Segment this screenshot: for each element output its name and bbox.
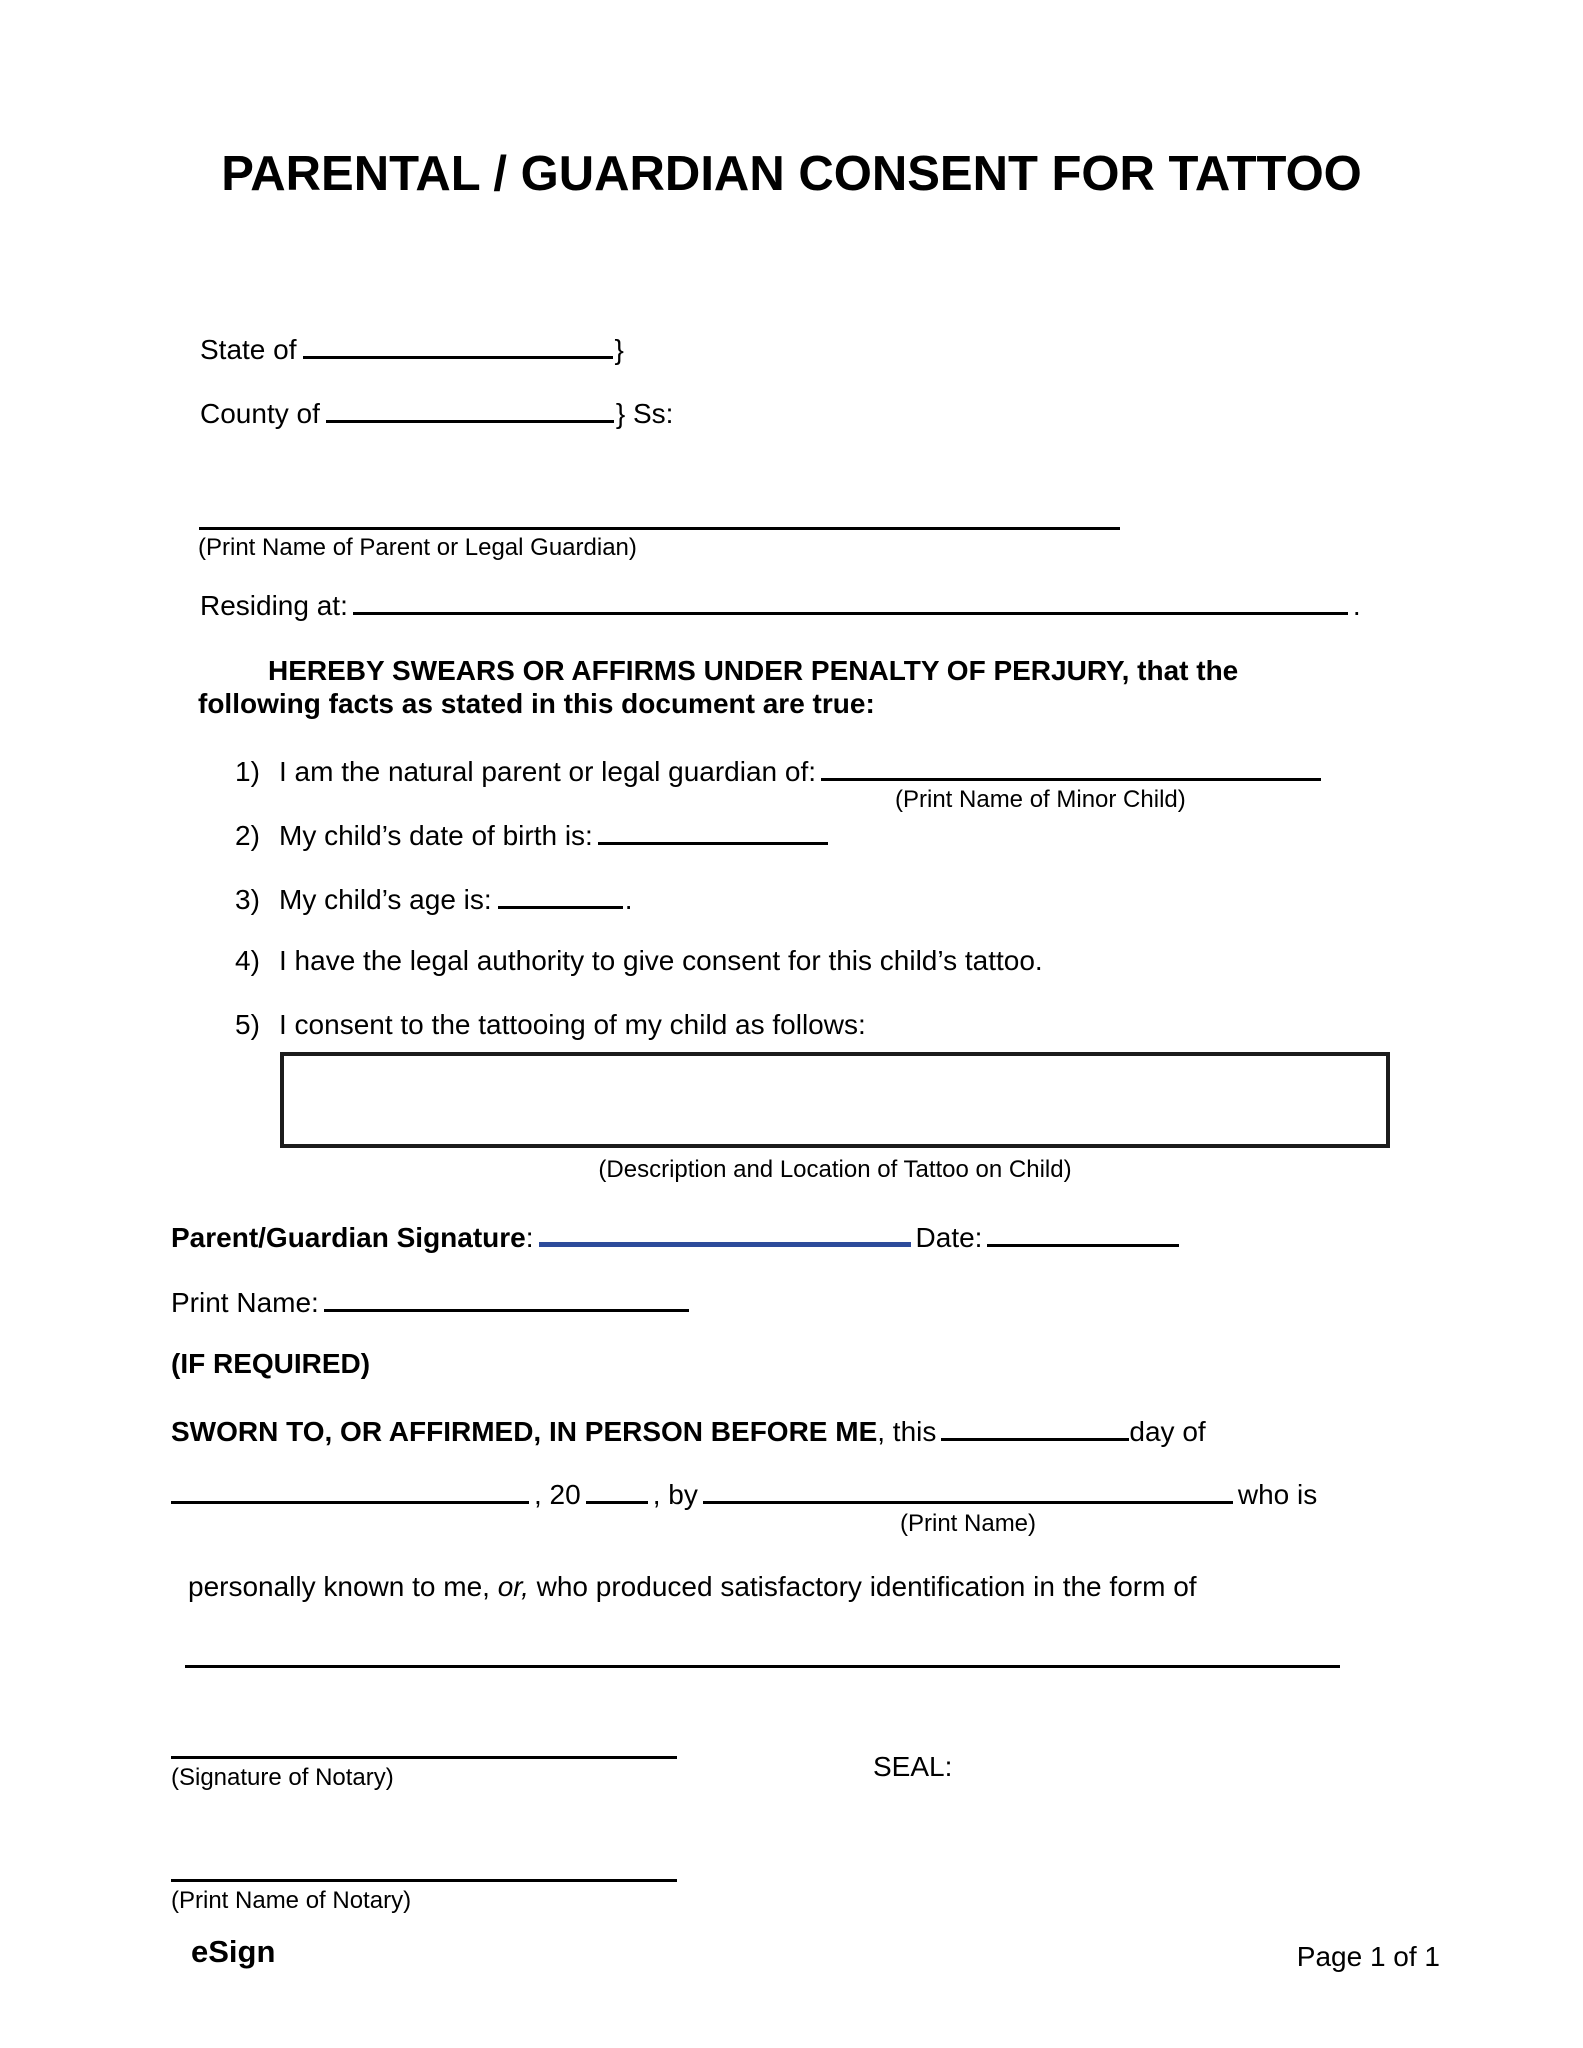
- day-of-text: day of: [1129, 1416, 1206, 1447]
- minor-child-name-blank: [821, 752, 1321, 781]
- statement-2-text: My child’s date of birth is:: [279, 820, 593, 851]
- state-row: [200, 330, 624, 367]
- statement-5: [235, 1008, 866, 1042]
- state-blank: [303, 330, 613, 359]
- who-is-text: who is: [1237, 1479, 1318, 1510]
- dob-blank: [598, 816, 828, 845]
- county-row: [200, 394, 673, 431]
- page-title: PARENTAL / GUARDIAN CONSENT FOR TATTOO: [221, 147, 1362, 201]
- statement-1-text: I am the natural parent or legal guardian of:: [279, 756, 817, 787]
- statement-5-text: I consent to the tattooing of my child as follows:: [279, 1009, 866, 1040]
- residing-period: .: [1352, 590, 1361, 621]
- sworn-row-1: [171, 1412, 1206, 1449]
- minor-child-caption: (Print Name of Minor Child): [895, 786, 1186, 813]
- signature-colon: :: [525, 1222, 534, 1253]
- sworn-this-text: , this: [877, 1416, 937, 1447]
- date-blank: [987, 1218, 1179, 1247]
- day-blank: [941, 1412, 1129, 1441]
- county-label: County of: [200, 398, 320, 429]
- statement-1: [235, 752, 1326, 789]
- statement-4-number: 4): [235, 945, 260, 976]
- print-name-caption: (Print Name): [900, 1510, 1037, 1537]
- statement-4-text: I have the legal authority to give consent for this child’s tattoo.: [279, 945, 1043, 976]
- page-number-label: Page 1 of 1: [1296, 1941, 1440, 1972]
- print-name-label: Print Name:: [171, 1287, 319, 1318]
- known-text-or: or,: [497, 1571, 529, 1602]
- statement-5-number: 5): [235, 1009, 260, 1040]
- identification-line: [185, 1665, 1340, 1668]
- state-brace: }: [614, 334, 624, 365]
- statement-2: [235, 816, 833, 853]
- statement-1-number: 1): [235, 756, 260, 787]
- known-text-2: who produced satisfactory identification in the form of: [536, 1571, 1197, 1602]
- notary-print-name-caption: (Print Name of Notary): [171, 1887, 412, 1914]
- statement-3-text: My child’s age is:: [279, 884, 492, 915]
- county-blank: [326, 394, 614, 423]
- state-label: State of: [200, 334, 297, 365]
- print-name-blank: [324, 1283, 689, 1312]
- residing-label: Residing at:: [200, 590, 348, 621]
- signature-label: Parent/Guardian Signature: [171, 1222, 526, 1253]
- print-name-row: [171, 1283, 694, 1320]
- age-blank: [498, 880, 623, 909]
- parent-name-line: [199, 527, 1120, 530]
- oath-line-2: following facts as stated in this document are true:: [198, 688, 875, 719]
- description-caption: (Description and Location of Tattoo on Child): [598, 1156, 1072, 1183]
- notary-signature-line: [171, 1756, 677, 1759]
- sworn-row-2: [171, 1475, 1317, 1512]
- seal-label: SEAL:: [873, 1751, 953, 1782]
- statement-3: [235, 880, 632, 917]
- residing-blank: [353, 586, 1348, 615]
- sworn-bold-text: SWORN TO, OR AFFIRMED, IN PERSON BEFORE ME: [171, 1416, 878, 1447]
- tattoo-description-box: [280, 1052, 1390, 1148]
- parent-signature-field[interactable]: [539, 1216, 911, 1247]
- known-text-1: personally known to me,: [188, 1571, 490, 1602]
- month-blank: [171, 1475, 529, 1504]
- notary-signature-caption: (Signature of Notary): [171, 1764, 394, 1791]
- county-brace-ss: } Ss:: [615, 398, 674, 429]
- oath-line-1: HEREBY SWEARS OR AFFIRMS UNDER PENALTY OF PERJURY, that the: [268, 655, 1239, 686]
- parent-name-caption: (Print Name of Parent or Legal Guardian): [198, 534, 637, 561]
- statement-4: [235, 944, 1043, 978]
- notary-print-name-line: [171, 1879, 677, 1882]
- date-label: Date:: [915, 1222, 983, 1253]
- signature-row: [171, 1216, 1184, 1255]
- statement-3-number: 3): [235, 884, 260, 915]
- known-row: [188, 1570, 1197, 1604]
- comma-20-text: , 20: [534, 1479, 581, 1510]
- statement-3-period: .: [624, 884, 633, 915]
- year-blank: [586, 1475, 648, 1504]
- residing-row: [200, 586, 1361, 623]
- esign-brand-logo: eSign: [191, 1934, 276, 1969]
- notary-subject-name-blank: [703, 1475, 1233, 1504]
- statement-2-number: 2): [235, 820, 260, 851]
- comma-by-text: , by: [652, 1479, 698, 1510]
- if-required-label: (IF REQUIRED): [171, 1348, 371, 1379]
